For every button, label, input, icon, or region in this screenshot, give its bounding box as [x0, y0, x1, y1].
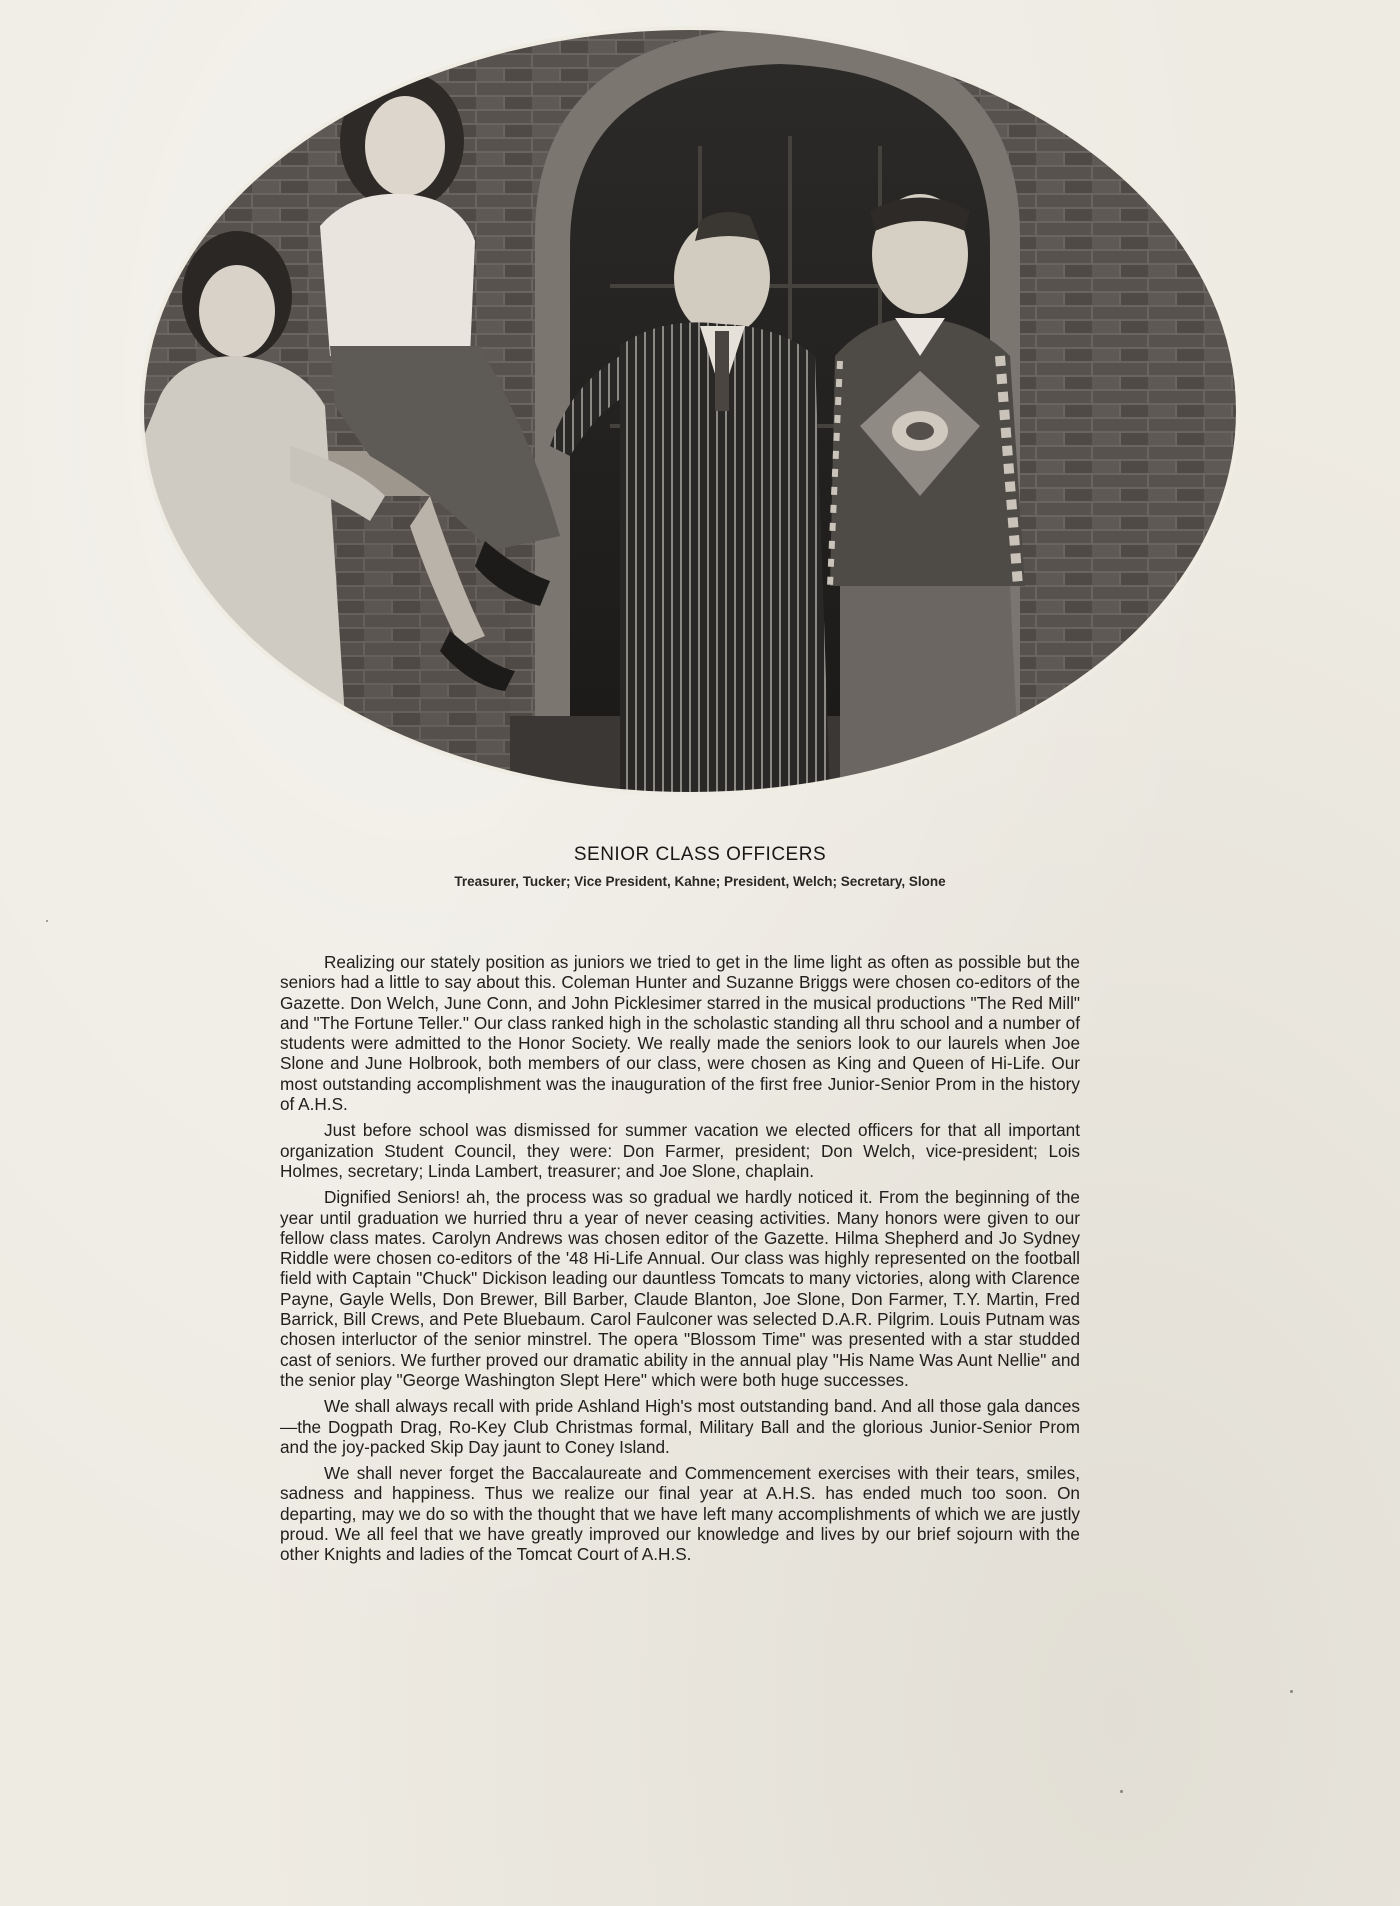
paper-speck [46, 920, 48, 922]
body-paragraph: We shall never forget the Baccalaureate and Commencement exercises with their tears, smiles, sadness and happiness. Thus we realize our final year at A.H.S. has ended much too soon. On departing, may we do so with the thought that we have left many accomplishments of which we are justly proud. We all feel that we have greatly improved our knowledge and lives by our brief sojourn with the other Knights and ladies of the Tomcat Court of A.H.S. [280, 1463, 1080, 1565]
body-paragraph: Realizing our stately position as juniors we tried to get in the lime light as often as possible but the seniors had a little to say about this. Coleman Hunter and Suzanne Briggs were chosen co-editors of the Gazette. Don Welch, June Conn, and John Picklesimer starred in the musical productions "The Red Mill" and "The Fortune Teller." Our class ranked high in the scholastic standing all thru school and a number of students were admitted to the Honor Society. We really made the seniors look to our laurels when Joe Slone and June Holbrook, both members of our class, were chosen as King and Queen of Hi-Life. Our most outstanding accomplishment was the inauguration of the first free Junior-Senior Prom in the history of A.H.S. [280, 952, 1080, 1115]
officers-photo-illustration [140, 26, 1240, 796]
officers-photo [140, 26, 1240, 796]
paper-speck [1120, 1790, 1123, 1793]
body-paragraph: We shall always recall with pride Ashland High's most outstanding band. And all those gala dances—the Dogpath Drag, Ro-Key Club Christmas formal, Military Ball and the glorious Junior-Senior Prom and the joy-packed Skip Day jaunt to Coney Island. [280, 1396, 1080, 1457]
body-article [280, 952, 1080, 1571]
body-paragraph: Dignified Seniors! ah, the process was so gradual we hardly noticed it. From the beginning of the year until graduation we hurried thru a year of never ceasing activities. Many honors were given to our fellow class mates. Carolyn Andrews was chosen editor of the Gazette. Hilma Shepherd and Jo Sydney Riddle were chosen co-editors of the '48 Hi-Life Annual. Our class was highly represented on the football field with Captain "Chuck" Dickison leading our dauntless Tomcats to many victories, along with Clarence Payne, Gayle Wells, Don Brewer, Bill Barber, Claude Blanton, Joe Slone, Don Farmer, T.Y. Martin, Fred Barrick, Bill Crews, and Pete Bluebaum. Carol Faulconer was selected D.A.R. Pilgrim. Louis Putnam was chosen interluctor of the senior minstrel. The opera "Blossom Time" was presented with a star studded cast of seniors. We further proved our dramatic ability in the annual play "His Name Was Aunt Nellie" and the senior play "George Washington Slept Here" which were both huge successes. [280, 1187, 1080, 1390]
caption-title: SENIOR CLASS OFFICERS [573, 844, 827, 865]
paper-speck [1290, 1690, 1293, 1693]
caption-officer-names: Treasurer, Tucker; Vice President, Kahne; President, Welch; Secretary, Slone [454, 874, 946, 889]
body-paragraph: Just before school was dismissed for summer vacation we elected officers for that all important organization Student Council, they were: Don Farmer, president; Don Welch, vice-president; Lois Holmes, secretary; Linda Lambert, treasurer; and Joe Slone, chaplain. [280, 1120, 1080, 1181]
